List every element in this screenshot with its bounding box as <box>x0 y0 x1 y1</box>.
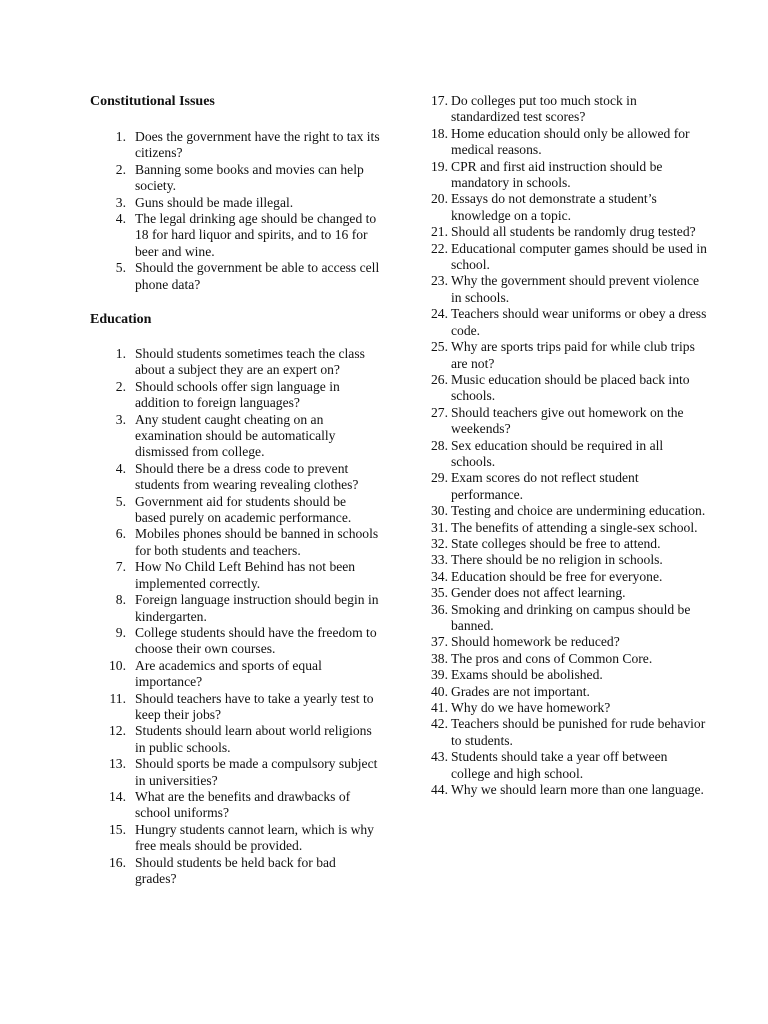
list-item <box>428 700 708 716</box>
list-item-number: 35. <box>431 585 448 601</box>
list-item-number: 40. <box>431 683 448 699</box>
list-item-number: 13. <box>109 756 126 772</box>
list-item <box>428 126 708 159</box>
list-item-number: 12. <box>109 723 126 739</box>
list-item-number: 38. <box>431 650 448 666</box>
list-item-text: Should teachers have to take a yearly test to keep their jobs? <box>135 690 374 722</box>
list-item-text: Why are sports trips paid for while club trips are not? <box>451 339 695 371</box>
list-item <box>90 260 380 293</box>
list-item-text: There should be no religion in schools. <box>451 552 663 568</box>
list-item-text: How No Child Left Behind has not been implemented correctly. <box>135 559 356 591</box>
list-item-number: 15. <box>109 821 126 837</box>
list-item <box>90 625 380 658</box>
list-item-number: 5. <box>115 493 126 509</box>
list-item-number: 43. <box>431 749 448 765</box>
list-item-text: Students should learn about world religions in public schools. <box>135 723 372 755</box>
list-item <box>428 569 708 585</box>
list-item-text: What are the benefits and drawbacks of school uniforms? <box>135 788 351 821</box>
list-item-number: 1. <box>115 346 126 361</box>
list-item-number: 19. <box>431 158 448 174</box>
list-item-text: Sex education should be required in all schools. <box>451 437 664 469</box>
list-item <box>90 592 380 625</box>
list-item-number: 39. <box>431 667 448 683</box>
list-item <box>90 461 380 494</box>
list-item-number: 18. <box>431 125 448 141</box>
list-item-text: Educational computer games should be used in school. <box>451 240 707 273</box>
list-item-number: 2. <box>115 161 126 177</box>
list-item-number: 27. <box>431 404 448 420</box>
list-item-number: 30. <box>431 503 448 519</box>
list-item-number: 3. <box>115 411 126 427</box>
list-item-number: 32. <box>431 535 448 551</box>
list-item <box>428 782 708 798</box>
list-item <box>428 224 708 240</box>
list-item-number: 10. <box>109 657 126 673</box>
list-item-number: 6. <box>115 526 126 542</box>
list-item <box>428 372 708 405</box>
list-item <box>428 503 708 519</box>
list-item-text: Does the government have the right to tax its citizens? <box>135 129 380 161</box>
list-item-text: Should students be held back for bad grades? <box>135 854 336 886</box>
list-item <box>428 634 708 650</box>
list-item-text: Why we should learn more than one language. <box>451 782 704 798</box>
list-item-text: Teachers should wear uniforms or obey a dress code. <box>451 306 707 338</box>
list-item-number: 8. <box>115 592 126 608</box>
list-item-text: CPR and first aid instruction should be mandatory in schools. <box>451 158 663 191</box>
list-item-text: Should schools offer sign language in addition to foreign languages? <box>135 378 340 411</box>
list-item <box>90 691 380 724</box>
list-item <box>90 346 380 379</box>
education-list-part-2 <box>428 93 708 798</box>
list-item-text: Education should be free for everyone. <box>451 568 663 584</box>
list-item <box>428 306 708 339</box>
list-item <box>428 93 708 126</box>
list-item <box>428 585 708 601</box>
list-item <box>428 602 708 635</box>
list-item <box>428 667 708 683</box>
list-item <box>428 684 708 700</box>
list-item <box>428 520 708 536</box>
list-item-number: 25. <box>431 339 448 355</box>
constitutional-issues-list <box>90 129 380 293</box>
list-item-text: Foreign language instruction should begin in kindergarten. <box>135 592 379 624</box>
list-item-text: Exam scores do not reflect student performance. <box>451 470 639 502</box>
list-item <box>428 716 708 749</box>
list-item <box>90 658 380 691</box>
list-item-number: 4. <box>115 460 126 476</box>
list-item <box>90 789 380 822</box>
list-item <box>428 273 708 306</box>
list-item-text: Government aid for students should be based purely on academic performance. <box>135 493 352 526</box>
list-item <box>428 339 708 372</box>
list-item-text: Music education should be placed back into schools. <box>451 371 690 404</box>
list-item-number: 11. <box>109 690 126 706</box>
list-item-number: 5. <box>115 260 126 276</box>
list-item-text: Gender does not affect learning. <box>451 585 626 601</box>
list-item-text: Testing and choice are undermining education. <box>451 503 706 519</box>
list-item <box>428 405 708 438</box>
list-item-text: Should there be a dress code to prevent students from wearing revealing clothes? <box>135 460 359 493</box>
list-item-number: 3. <box>115 194 126 210</box>
list-item-text: Any student caught cheating on an examination should be automatically dismissed from college. <box>135 411 336 460</box>
list-item <box>428 159 708 192</box>
list-item-number: 21. <box>431 224 448 240</box>
list-item <box>90 526 380 559</box>
list-item-number: 1. <box>115 129 126 144</box>
list-item <box>90 412 380 461</box>
list-item-number: 7. <box>115 559 126 575</box>
list-item-text: Do colleges put too much stock in standardized test scores? <box>451 93 637 125</box>
list-item-number: 31. <box>431 519 448 535</box>
list-item-number: 26. <box>431 371 448 387</box>
list-item-text: Guns should be made illegal. <box>135 194 294 210</box>
list-item <box>428 749 708 782</box>
list-item-text: Banning some books and movies can help society. <box>135 161 364 194</box>
list-item-number: 20. <box>431 191 448 207</box>
list-item-text: Exams should be abolished. <box>451 667 603 683</box>
section-heading-constitutional-issues: Constitutional Issues <box>90 94 215 109</box>
list-item <box>90 855 380 888</box>
list-item <box>90 162 380 195</box>
section-heading-education: Education <box>90 312 152 327</box>
list-item-text: Should all students be randomly drug tested? <box>451 224 696 240</box>
list-item <box>90 822 380 855</box>
list-item-number: 37. <box>431 634 448 650</box>
list-item <box>90 494 380 527</box>
list-item <box>90 756 380 789</box>
list-item-number: 36. <box>431 601 448 617</box>
list-item <box>428 191 708 224</box>
list-item <box>428 536 708 552</box>
list-item-text: College students should have the freedom to choose their own courses. <box>135 624 377 657</box>
list-item-number: 33. <box>431 552 448 568</box>
list-item-number: 34. <box>431 568 448 584</box>
list-item <box>428 651 708 667</box>
list-item-text: Smoking and drinking on campus should be banned. <box>451 601 691 633</box>
list-item-text: Should homework be reduced? <box>451 634 620 650</box>
list-item-number: 4. <box>115 211 126 227</box>
list-item-number: 16. <box>109 854 126 870</box>
list-item-text: State colleges should be free to attend. <box>451 535 661 551</box>
list-item-text: Grades are not important. <box>451 683 590 699</box>
education-list-part-1 <box>90 346 380 887</box>
list-item-number: 24. <box>431 306 448 322</box>
list-item-text: The benefits of attending a single-sex school. <box>451 519 698 535</box>
list-item-text: Home education should only be allowed for medical reasons. <box>451 125 690 158</box>
list-item-text: Why do we have homework? <box>451 700 611 716</box>
list-item <box>90 723 380 756</box>
list-item <box>428 241 708 274</box>
list-item-text: The pros and cons of Common Core. <box>451 650 653 666</box>
list-item <box>90 129 380 162</box>
list-item-text: Essays do not demonstrate a student’s knowledge on a topic. <box>451 191 657 223</box>
list-item-number: 17. <box>431 93 448 108</box>
list-item <box>428 552 708 568</box>
list-item <box>428 438 708 471</box>
list-item-number: 9. <box>115 624 126 640</box>
list-item-text: Should sports be made a compulsory subject in universities? <box>135 756 378 788</box>
list-item-text: Hungry students cannot learn, which is why free meals should be provided. <box>135 821 374 854</box>
list-item-text: The legal drinking age should be changed to 18 for hard liquor and spirits, and to 16 for beer and wine. <box>135 211 377 259</box>
list-item <box>90 379 380 412</box>
list-item-text: Mobiles phones should be banned in schools for both students and teachers. <box>135 526 379 558</box>
list-item-number: 41. <box>431 700 448 716</box>
list-item <box>428 470 708 503</box>
list-item-text: Should the government be able to access cell phone data? <box>135 260 380 292</box>
list-item-number: 29. <box>431 470 448 486</box>
list-item-text: Are academics and sports of equal importance? <box>135 657 322 690</box>
list-item-number: 28. <box>431 437 448 453</box>
list-item <box>90 195 380 211</box>
list-item <box>90 559 380 592</box>
list-item-number: 42. <box>431 716 448 732</box>
list-item-text: Should students sometimes teach the class about a subject they are an expert on? <box>135 346 365 378</box>
list-item-number: 44. <box>431 782 448 798</box>
list-item-text: Teachers should be punished for rude behavior to students. <box>451 716 706 748</box>
list-item-number: 22. <box>431 240 448 256</box>
list-item-number: 23. <box>431 273 448 289</box>
list-item <box>90 211 380 260</box>
list-item-number: 14. <box>109 788 126 804</box>
list-item-text: Should teachers give out homework on the weekends? <box>451 404 684 437</box>
list-item-text: Why the government should prevent violence in schools. <box>451 273 700 305</box>
list-item-number: 2. <box>115 378 126 394</box>
list-item-text: Students should take a year off between college and high school. <box>451 749 668 781</box>
